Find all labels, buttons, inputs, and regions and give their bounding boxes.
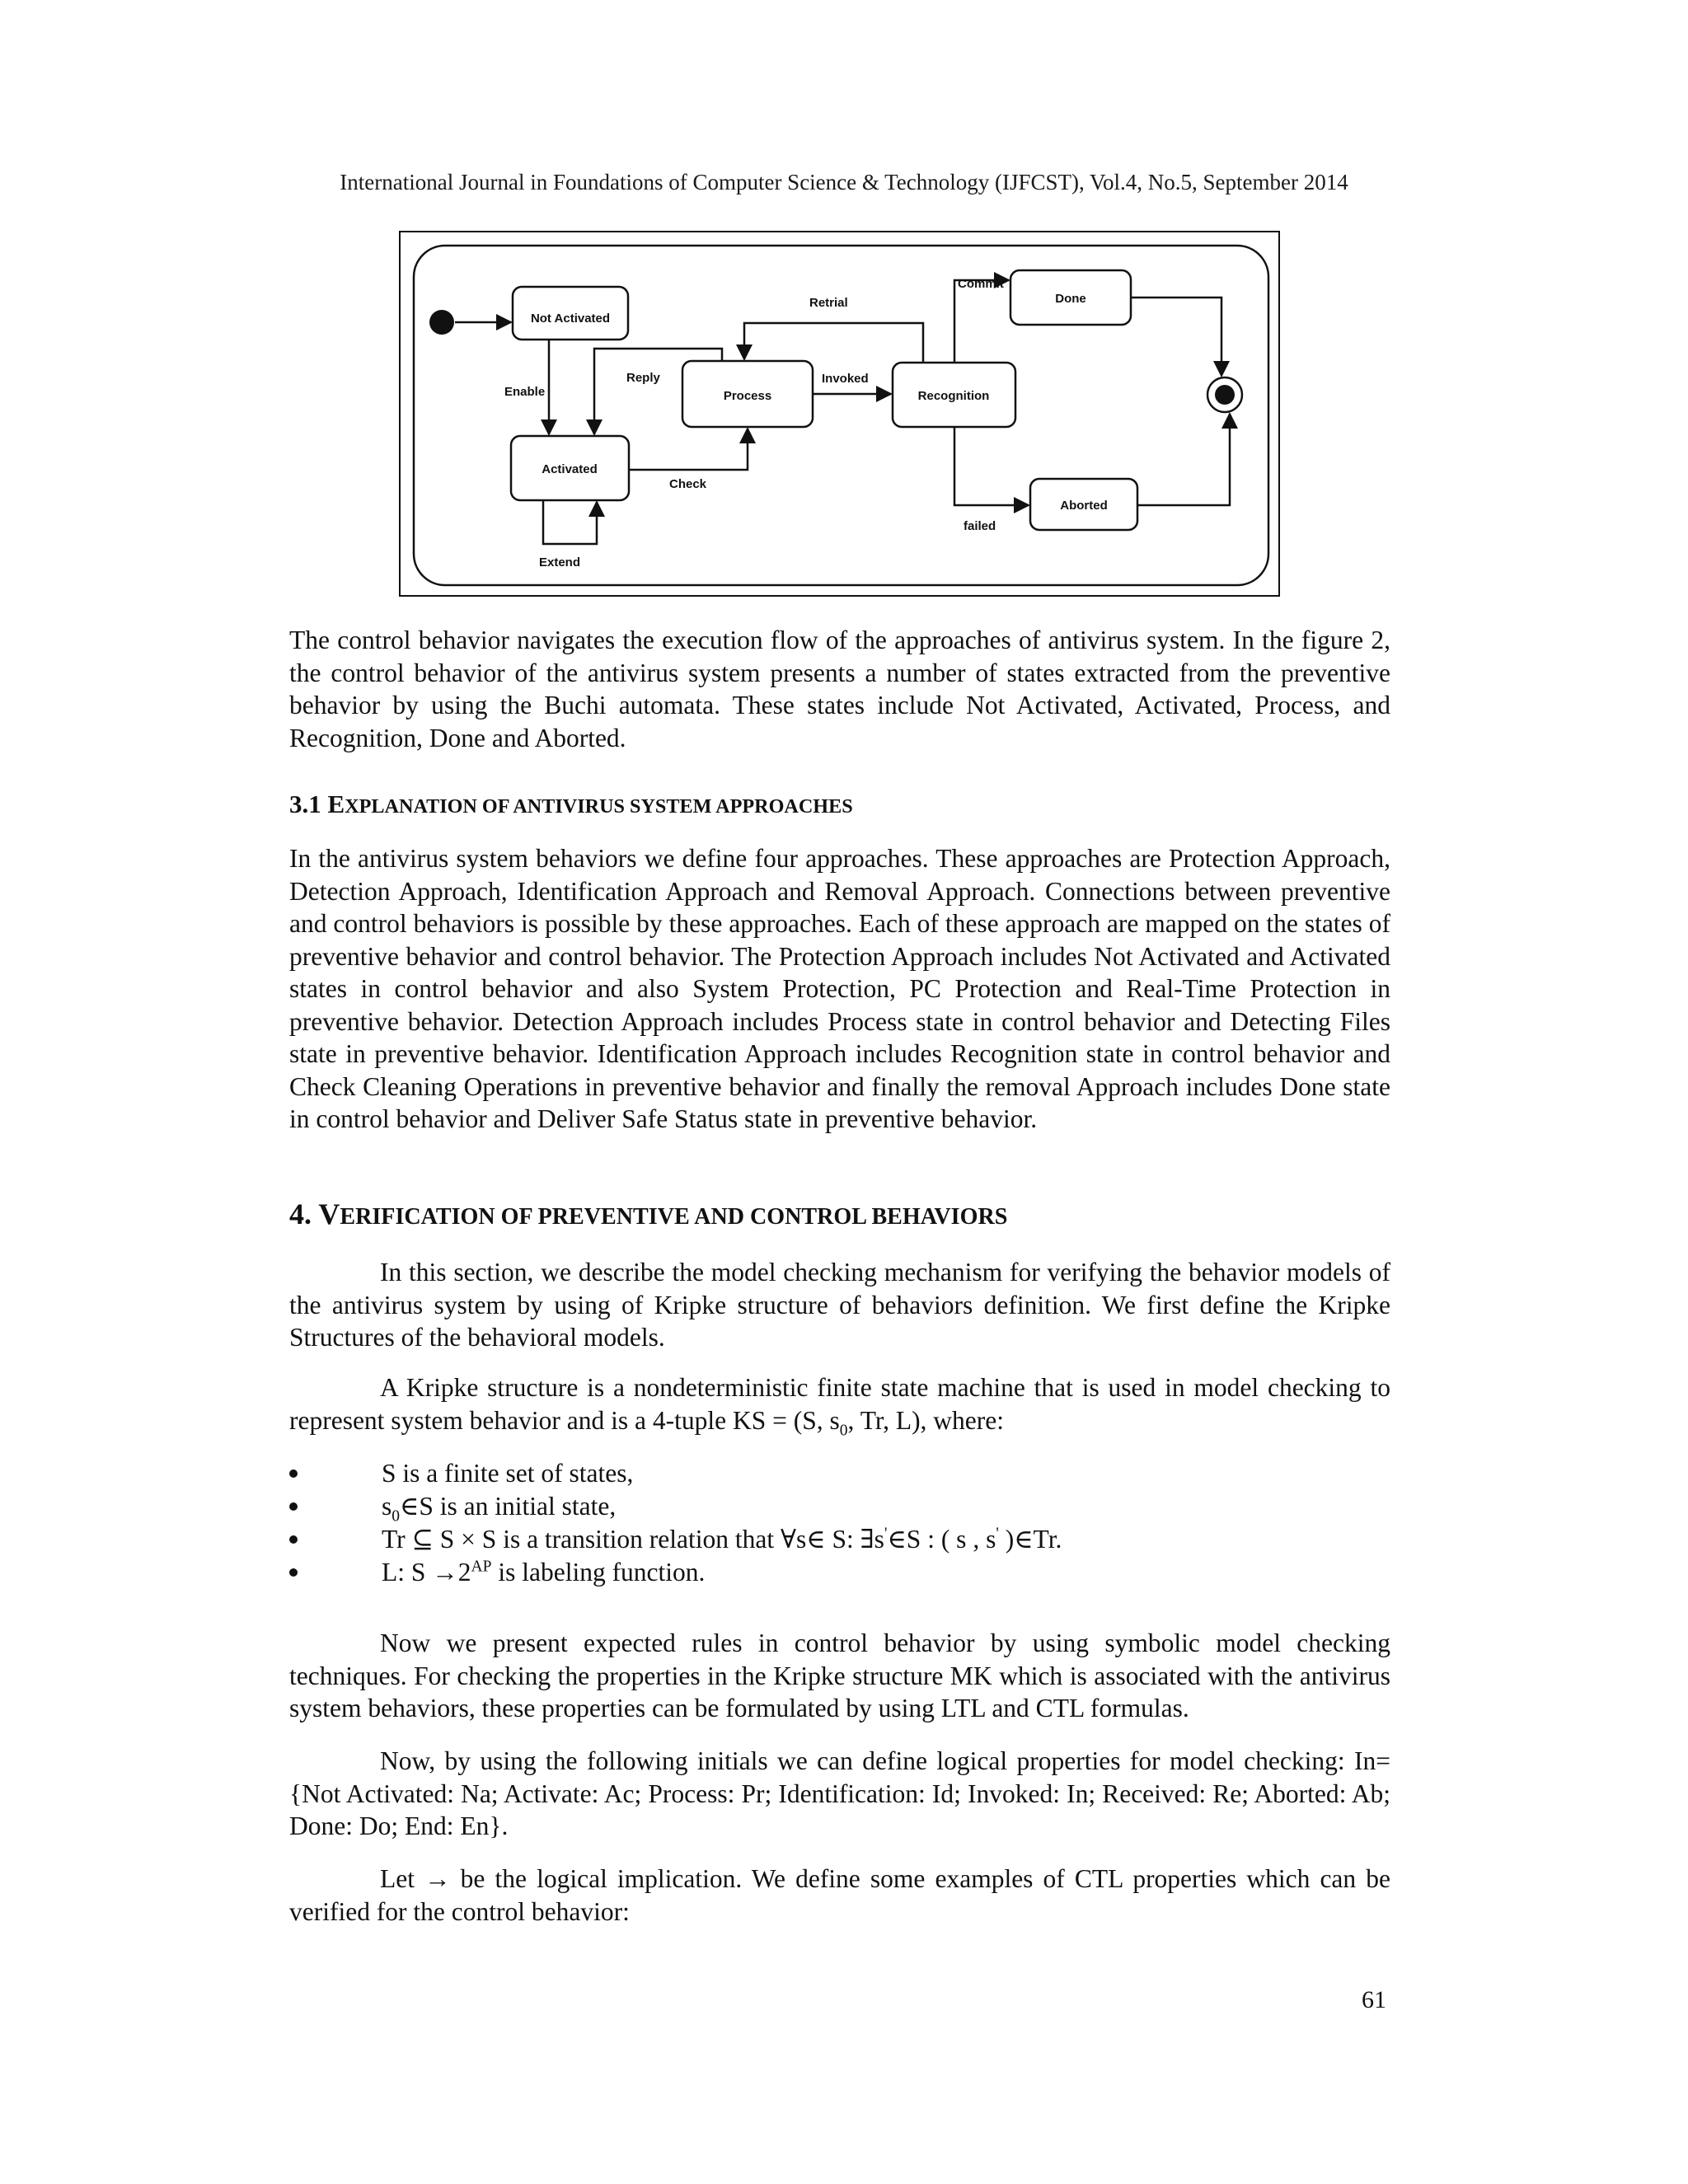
paragraph-control-behavior: The control behavior navigates the execution flow of the approaches of antivirus system. In the figure 2, the control behavior of the antivirus system presents a number of states extracted from the preventive behavior by using the Buchi automata. These states include Not Activated, Activated, Process, and Recognition, Done and Aborted. xyxy=(289,626,1390,752)
transition-label-failed: failed xyxy=(964,519,996,533)
state-activated-label: Activated xyxy=(542,462,598,476)
transition-label-enable: Enable xyxy=(504,385,546,399)
state-activated xyxy=(511,436,629,500)
transition-label-extend: Extend xyxy=(539,555,581,569)
state-not-activated-label: Not Activated xyxy=(530,312,611,326)
page-number: 61 xyxy=(1362,1986,1386,2013)
list-item: $s_0\in S$ is an initial state, xyxy=(289,1490,1390,1523)
state-aborted-label: Aborted xyxy=(1060,499,1108,513)
state-not-activated xyxy=(513,287,628,340)
paragraph-expected-rules: Now we present expected rules in control behavior by using symbolic model checking techniques. For checking the properties in the Kripke structure MK which is associated with the antivirus system behaviors, these properties can be formulated by using LTL and CTL formulas. xyxy=(289,1629,1390,1722)
state-diagram-figure xyxy=(399,231,1280,597)
state-done-label: Done xyxy=(1055,292,1086,306)
paragraph-approaches: In the antivirus system behaviors we define four approaches. These approaches are Protection Approach, Detection Approach, Identification Approach and Removal Approach. Connections between preventive and control behaviors is possible by these approaches. Each of these approach are mapped on the states of preventive behavior and control behavior. The Protection Approach includes Not Activated and Activated states in control behavior and also System Protection, PC Protection and Real-Time Protection in preventive behavior. Detection Approach includes Process state in control behavior and Detecting Files state in preventive behavior. Identification Approach includes Recognition state in control behavior and Check Cleaning Operations in preventive behavior and finally the removal Approach includes Done state in control behavior and Deliver Safe Status state in preventive behavior. xyxy=(289,844,1390,1133)
list-item: Tr ⊆ S × S is a transition relation that ∀s∈ S: ∃s'∈S : ( s , s' )∈Tr. xyxy=(289,1523,1390,1556)
state-process-label: Process xyxy=(723,389,772,403)
state-diagram xyxy=(401,232,1282,598)
list-item: L: $S \to 2^{AP}$ is labeling function. xyxy=(289,1556,1390,1589)
initial-state-node xyxy=(429,310,454,335)
paragraph-section-4-intro: In this section, we describe the model checking mechanism for verifying the behavior models of the antivirus system by using of Kripke structure of behaviors definition. We first define the Kripke Structures of the behavioral models. xyxy=(289,1258,1390,1352)
transition-label-retrial: Retrial xyxy=(809,296,848,310)
transition-label-reply: Reply xyxy=(626,371,660,385)
paragraph-initials: Now, by using the following initials we can define logical properties for model checking: In= {Not Activated: Na; Activate: Ac; Process: Pr; Identification: Id; Invoked: In; Received: Re; Aborted: Ab; Done: Do; End: En}. xyxy=(289,1746,1390,1840)
state-done xyxy=(1010,270,1131,325)
kripke-definition-list xyxy=(289,1457,1390,1589)
paragraph-kripke-definition: A Kripke structure is a nondeterministic finite state machine that is used in model checking to represent system behavior and is a 4-tuple KS = (S, $s_0$, Tr, L), where: xyxy=(289,1373,1390,1439)
transition-label-check: Check xyxy=(669,477,707,491)
state-process xyxy=(682,361,813,427)
state-recognition xyxy=(893,363,1015,427)
state-aborted xyxy=(1030,479,1137,530)
transition-label-invoked: Invoked xyxy=(822,372,869,386)
state-recognition-label: Recognition xyxy=(917,389,990,403)
section-heading-4: 4. VERIFICATION OF PREVENTIVE AND CONTROL BEHAVIORS xyxy=(289,1197,1008,1230)
running-header: International Journal in Foundations of Computer Science & Technology (IJFCST), Vol.4, No.5, September 2014 xyxy=(340,170,1348,194)
paragraph-logical-implication: Let → be the logical implication. We define some examples of CTL properties which can be verified for the control behavior: xyxy=(289,1864,1390,1926)
section-heading-3-1: 3.1 EXPLANATION OF ANTIVIRUS SYSTEM APPROACHES xyxy=(289,790,853,818)
transition-label-commit: Commit xyxy=(958,277,1004,291)
list-item: S is a finite set of states, xyxy=(289,1457,1390,1490)
